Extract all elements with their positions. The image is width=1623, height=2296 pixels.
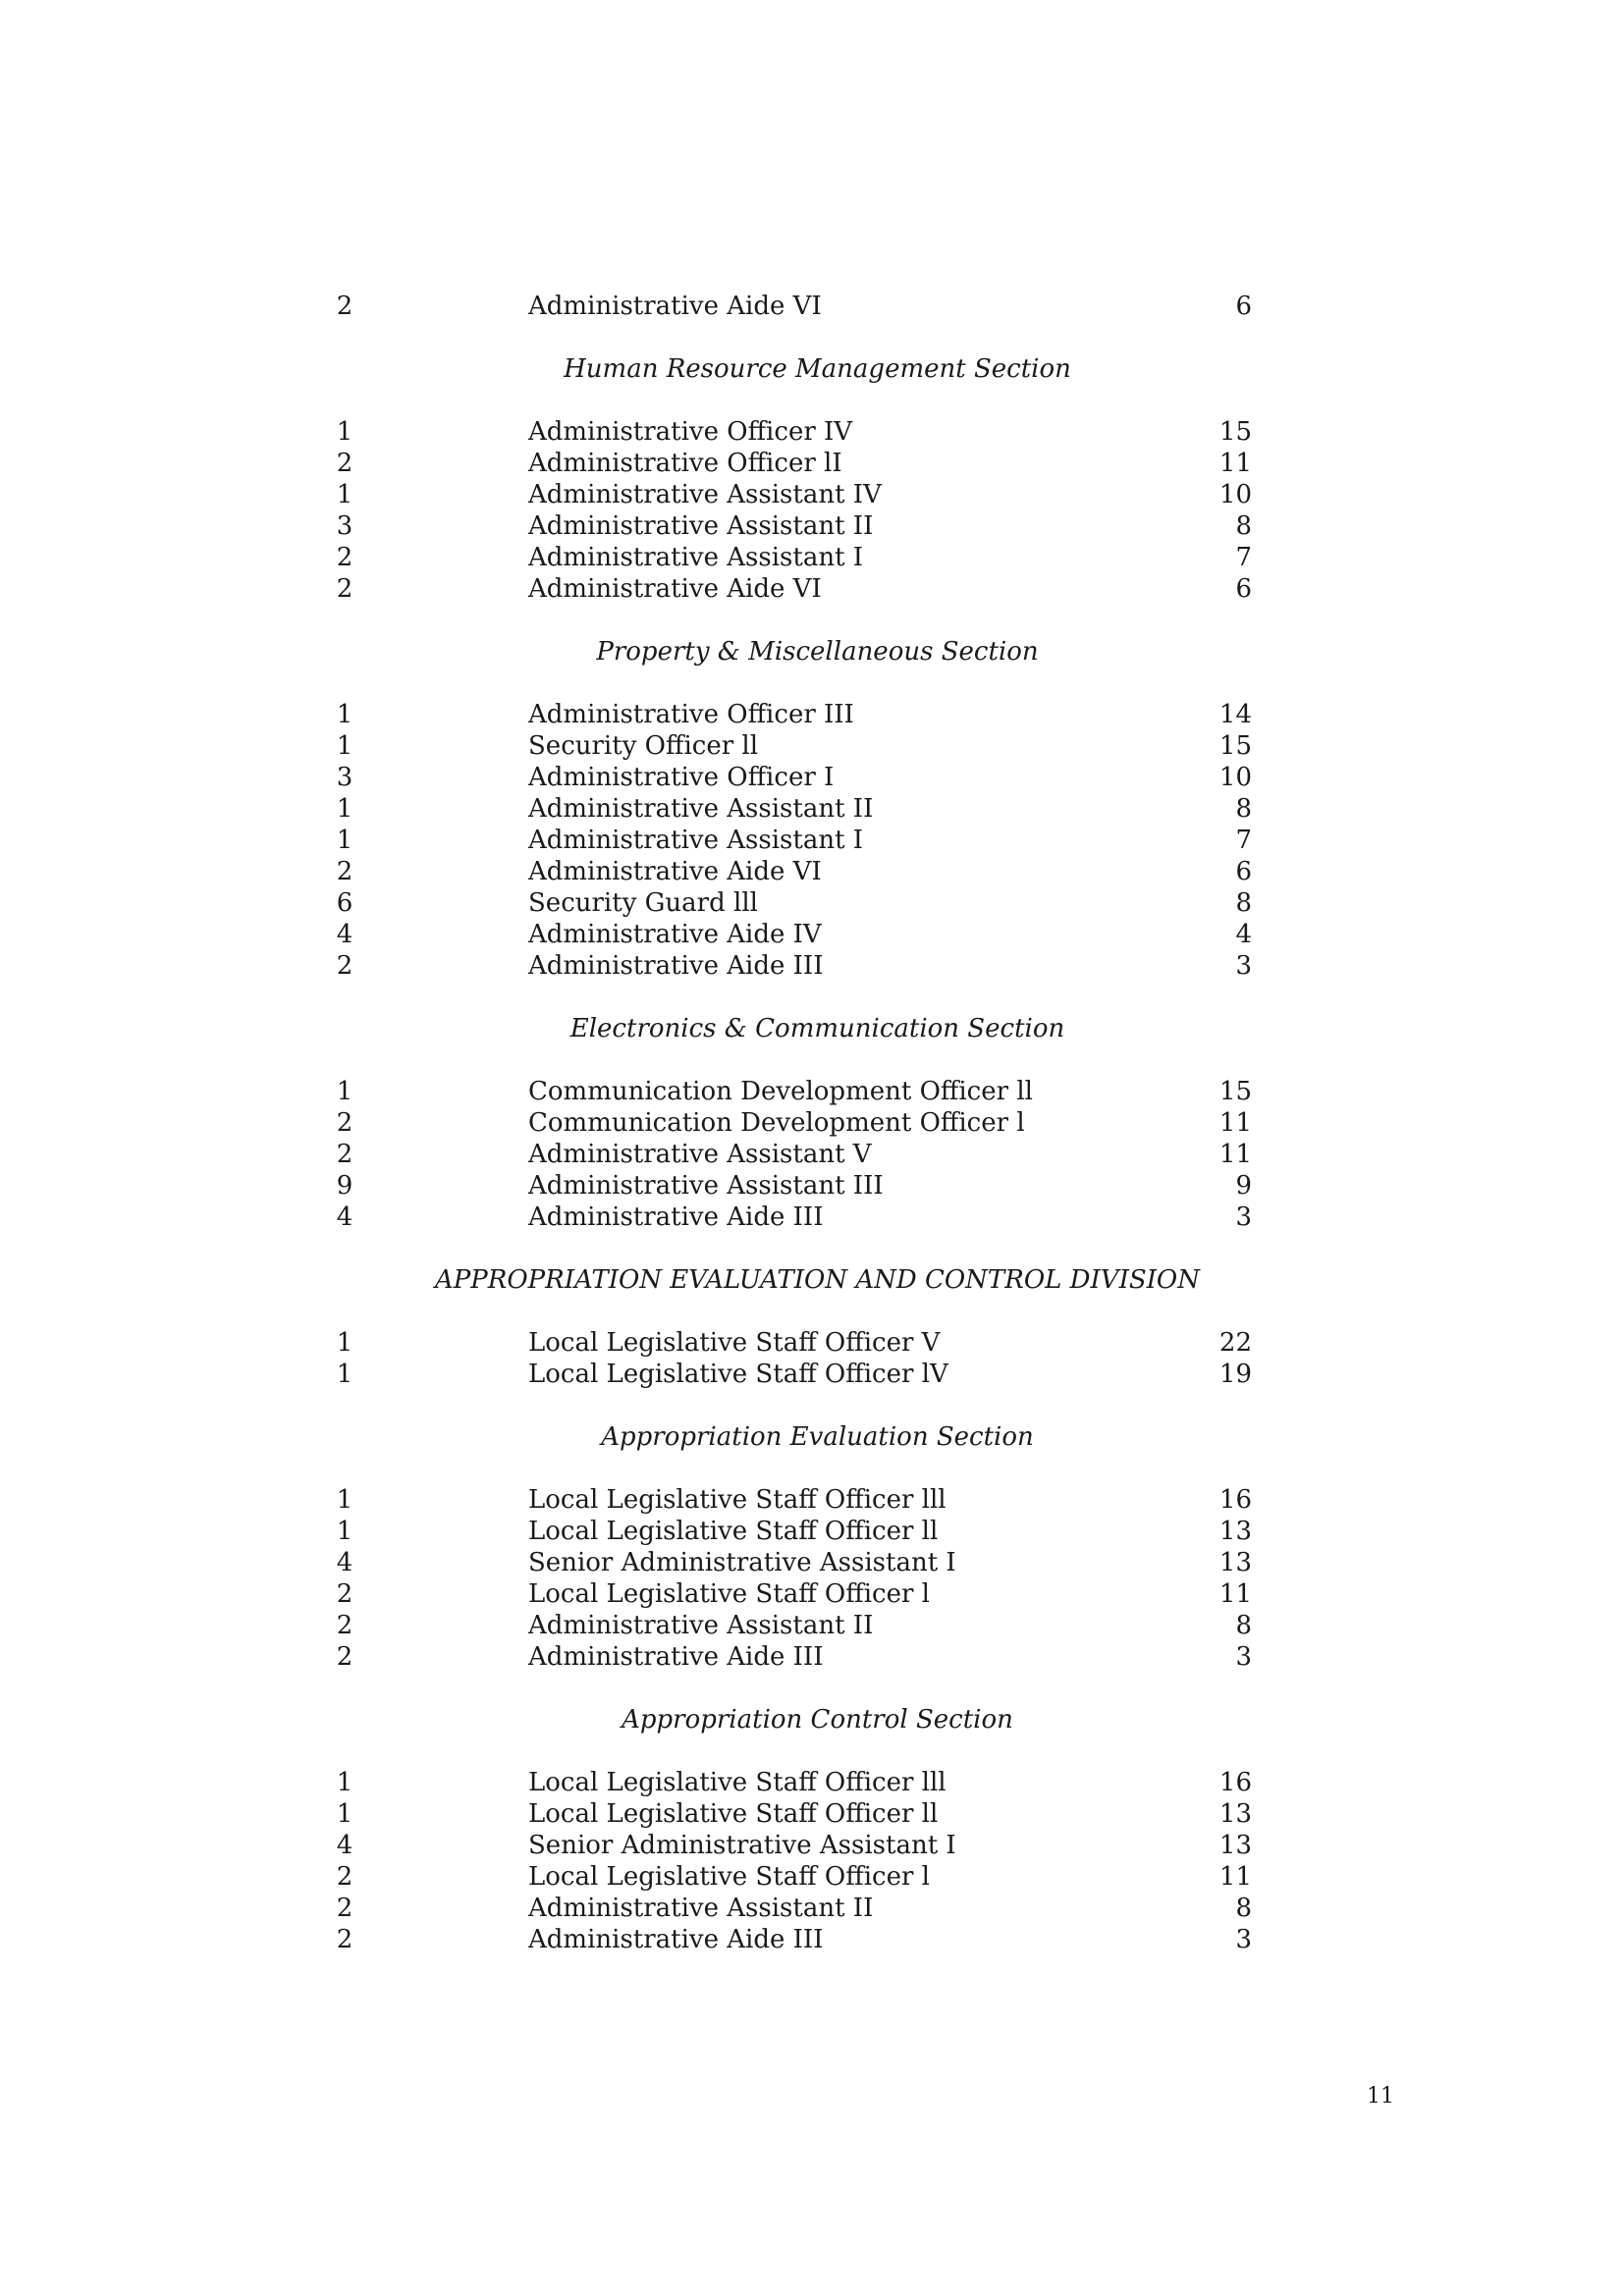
position-row bbox=[0, 510, 1623, 542]
position-title: Administrative Assistant III bbox=[528, 1171, 884, 1201]
salary-grade: 15 bbox=[1218, 731, 1252, 761]
position-count: 1 bbox=[336, 731, 353, 761]
position-row bbox=[0, 1578, 1623, 1610]
position-count: 2 bbox=[336, 543, 353, 572]
salary-grade: 15 bbox=[1218, 1077, 1252, 1106]
position-count: 2 bbox=[336, 1862, 353, 1892]
position-title: Administrative Officer IV bbox=[528, 417, 853, 447]
position-row bbox=[0, 1830, 1623, 1861]
position-count: 6 bbox=[336, 888, 353, 918]
position-title: Local Legislative Staff Officer V bbox=[528, 1328, 941, 1358]
position-count: 3 bbox=[336, 763, 353, 792]
position-title: Administrative Assistant I bbox=[528, 543, 864, 572]
position-row bbox=[0, 542, 1623, 573]
position-count: 4 bbox=[336, 920, 353, 949]
position-title: Administrative Assistant II bbox=[528, 794, 874, 824]
salary-grade: 3 bbox=[1235, 1925, 1252, 1954]
position-title: Administrative Officer I bbox=[528, 763, 835, 792]
position-count: 1 bbox=[336, 1360, 353, 1389]
position-count: 2 bbox=[336, 1140, 353, 1169]
position-title: Administrative Assistant I bbox=[528, 826, 864, 855]
position-row bbox=[0, 730, 1623, 762]
position-count: 1 bbox=[336, 1768, 353, 1797]
position-count: 1 bbox=[336, 1799, 353, 1829]
position-count: 2 bbox=[336, 857, 353, 886]
position-title: Senior Administrative Assistant I bbox=[528, 1831, 956, 1860]
position-row bbox=[0, 1924, 1623, 1955]
position-title: Administrative Aide VI bbox=[528, 292, 822, 321]
salary-grade: 4 bbox=[1235, 920, 1252, 949]
position-title: Administrative Aide III bbox=[528, 1925, 824, 1954]
position-title: Administrative Aide III bbox=[528, 1202, 824, 1232]
salary-grade: 9 bbox=[1235, 1171, 1252, 1201]
position-row bbox=[0, 1484, 1623, 1516]
position-count: 1 bbox=[336, 1328, 353, 1358]
position-count: 1 bbox=[336, 480, 353, 509]
position-title: Local Legislative Staff Officer l bbox=[528, 1862, 930, 1892]
position-count: 2 bbox=[336, 1611, 353, 1640]
position-row bbox=[0, 291, 1623, 322]
position-title: Local Legislative Staff Officer lV bbox=[528, 1360, 948, 1389]
salary-grade: 6 bbox=[1235, 292, 1252, 321]
position-count: 4 bbox=[336, 1831, 353, 1860]
section-heading bbox=[0, 636, 1623, 667]
position-row bbox=[0, 1516, 1623, 1547]
position-row bbox=[0, 1893, 1623, 1924]
position-row bbox=[0, 1798, 1623, 1830]
salary-grade: 11 bbox=[1218, 1140, 1252, 1169]
position-count: 2 bbox=[336, 1642, 353, 1672]
position-count: 1 bbox=[336, 794, 353, 824]
section-heading-text: Human Resource Management Section bbox=[564, 354, 1071, 384]
position-row bbox=[0, 856, 1623, 887]
position-row bbox=[0, 950, 1623, 982]
position-count: 1 bbox=[336, 1517, 353, 1546]
position-row bbox=[0, 762, 1623, 793]
section-heading-text: Appropriation Evaluation Section bbox=[601, 1422, 1034, 1452]
salary-grade: 19 bbox=[1218, 1360, 1252, 1389]
position-count: 2 bbox=[336, 449, 353, 478]
salary-grade: 16 bbox=[1218, 1768, 1252, 1797]
position-title: Local Legislative Staff Officer l bbox=[528, 1579, 930, 1609]
position-row bbox=[0, 699, 1623, 730]
position-title: Administrative Assistant IV bbox=[528, 480, 882, 509]
position-count: 3 bbox=[336, 511, 353, 541]
position-count: 4 bbox=[336, 1202, 353, 1232]
salary-grade: 11 bbox=[1218, 449, 1252, 478]
position-row bbox=[0, 1610, 1623, 1641]
section-heading bbox=[0, 1421, 1623, 1453]
salary-grade: 15 bbox=[1218, 417, 1252, 447]
position-row bbox=[0, 479, 1623, 510]
salary-grade: 11 bbox=[1218, 1108, 1252, 1138]
position-count: 2 bbox=[336, 1894, 353, 1923]
position-count: 1 bbox=[336, 700, 353, 729]
position-title: Administrative Aide VI bbox=[528, 857, 822, 886]
position-title: Administrative Officer III bbox=[528, 700, 854, 729]
salary-grade: 6 bbox=[1235, 857, 1252, 886]
section-heading bbox=[0, 353, 1623, 385]
position-row bbox=[0, 448, 1623, 479]
position-count: 1 bbox=[336, 1485, 353, 1515]
section-heading bbox=[0, 1704, 1623, 1735]
salary-grade: 13 bbox=[1218, 1799, 1252, 1829]
position-row bbox=[0, 1107, 1623, 1139]
position-count: 2 bbox=[336, 951, 353, 981]
position-title: Communication Development Officer l bbox=[528, 1108, 1025, 1138]
salary-grade: 14 bbox=[1218, 700, 1252, 729]
position-count: 2 bbox=[336, 1579, 353, 1609]
salary-grade: 6 bbox=[1235, 574, 1252, 604]
position-row bbox=[0, 1767, 1623, 1798]
position-title: Administrative Aide III bbox=[528, 951, 824, 981]
salary-grade: 13 bbox=[1218, 1831, 1252, 1860]
salary-grade: 16 bbox=[1218, 1485, 1252, 1515]
position-row bbox=[0, 1547, 1623, 1578]
position-title: Security Officer ll bbox=[528, 731, 759, 761]
salary-grade: 8 bbox=[1235, 511, 1252, 541]
position-row bbox=[0, 1641, 1623, 1673]
salary-grade: 22 bbox=[1218, 1328, 1252, 1358]
salary-grade: 3 bbox=[1235, 1642, 1252, 1672]
position-row bbox=[0, 793, 1623, 825]
salary-grade: 11 bbox=[1218, 1579, 1252, 1609]
salary-grade: 13 bbox=[1218, 1517, 1252, 1546]
position-count: 1 bbox=[336, 417, 353, 447]
position-row bbox=[0, 1139, 1623, 1170]
salary-grade: 13 bbox=[1218, 1548, 1252, 1577]
position-title: Communication Development Officer ll bbox=[528, 1077, 1033, 1106]
position-count: 1 bbox=[336, 1077, 353, 1106]
salary-grade: 7 bbox=[1235, 543, 1252, 572]
section-heading bbox=[0, 1264, 1623, 1296]
position-title: Administrative Assistant II bbox=[528, 1611, 874, 1640]
position-count: 2 bbox=[336, 1108, 353, 1138]
salary-grade: 3 bbox=[1235, 1202, 1252, 1232]
position-row bbox=[0, 887, 1623, 919]
section-heading-text: APPROPRIATION EVALUATION AND CONTROL DIVISION bbox=[435, 1265, 1200, 1295]
position-row bbox=[0, 1327, 1623, 1359]
position-row bbox=[0, 825, 1623, 856]
position-title: Local Legislative Staff Officer lll bbox=[528, 1768, 947, 1797]
position-count: 2 bbox=[336, 1925, 353, 1954]
salary-grade: 8 bbox=[1235, 794, 1252, 824]
position-row bbox=[0, 1076, 1623, 1107]
position-title: Senior Administrative Assistant I bbox=[528, 1548, 956, 1577]
position-title: Administrative Aide III bbox=[528, 1642, 824, 1672]
salary-grade: 8 bbox=[1235, 888, 1252, 918]
position-row bbox=[0, 1201, 1623, 1233]
salary-grade: 10 bbox=[1218, 480, 1252, 509]
salary-grade: 3 bbox=[1235, 951, 1252, 981]
page-number: 11 bbox=[1367, 2084, 1394, 2109]
position-title: Administrative Aide IV bbox=[528, 920, 822, 949]
section-heading-text: Property & Miscellaneous Section bbox=[596, 637, 1039, 667]
salary-grade: 11 bbox=[1218, 1862, 1252, 1892]
position-row bbox=[0, 1359, 1623, 1390]
salary-grade: 8 bbox=[1235, 1894, 1252, 1923]
position-title: Administrative Assistant II bbox=[528, 1894, 874, 1923]
position-title: Administrative Aide VI bbox=[528, 574, 822, 604]
position-row bbox=[0, 1861, 1623, 1893]
section-heading bbox=[0, 1013, 1623, 1044]
position-title: Administrative Officer lI bbox=[528, 449, 842, 478]
salary-grade: 8 bbox=[1235, 1611, 1252, 1640]
position-row bbox=[0, 919, 1623, 950]
position-count: 1 bbox=[336, 826, 353, 855]
section-heading-text: Appropriation Control Section bbox=[622, 1705, 1013, 1735]
position-count: 9 bbox=[336, 1171, 353, 1201]
position-title: Local Legislative Staff Officer lll bbox=[528, 1485, 947, 1515]
position-title: Security Guard lll bbox=[528, 888, 758, 918]
position-title: Administrative Assistant V bbox=[528, 1140, 872, 1169]
salary-grade: 7 bbox=[1235, 826, 1252, 855]
position-count: 2 bbox=[336, 292, 353, 321]
position-row bbox=[0, 1170, 1623, 1201]
position-count: 4 bbox=[336, 1548, 353, 1577]
position-title: Local Legislative Staff Officer ll bbox=[528, 1517, 939, 1546]
position-row bbox=[0, 573, 1623, 605]
position-row bbox=[0, 416, 1623, 448]
section-heading-text: Electronics & Communication Section bbox=[569, 1014, 1065, 1043]
position-count: 2 bbox=[336, 574, 353, 604]
position-title: Local Legislative Staff Officer ll bbox=[528, 1799, 939, 1829]
position-title: Administrative Assistant II bbox=[528, 511, 874, 541]
salary-grade: 10 bbox=[1218, 763, 1252, 792]
